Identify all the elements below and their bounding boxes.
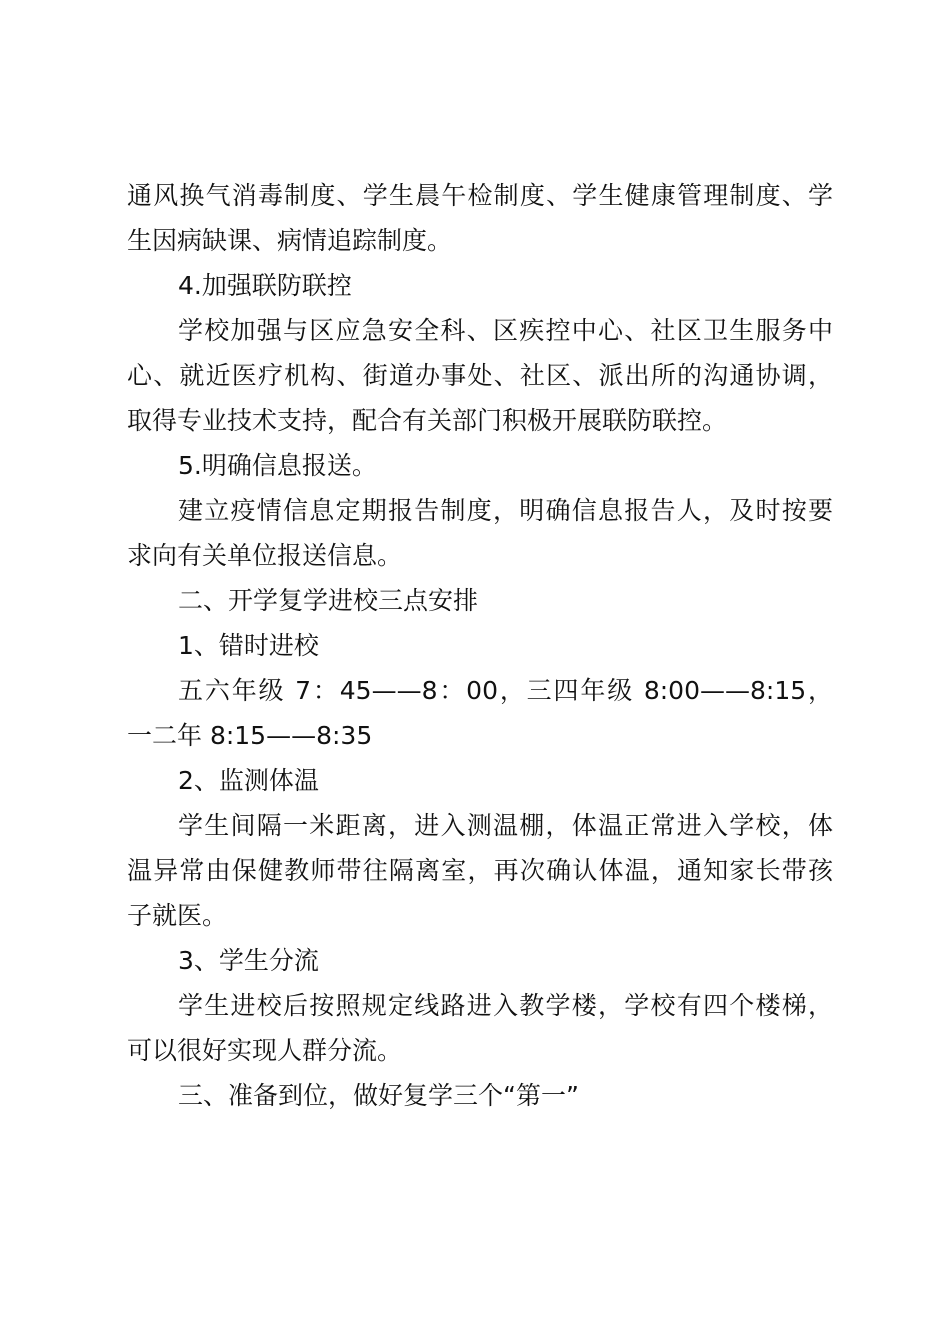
paragraph-line: 温异常由保健教师带往隔离室，再次确认体温，通知家长带孩 xyxy=(127,856,833,885)
paragraph-line: 生因病缺课、病情追踪制度。 xyxy=(127,226,453,255)
section-heading: 三、准备到位，做好复学三个“第一” xyxy=(178,1081,579,1110)
paragraph-line: 子就医。 xyxy=(127,901,228,930)
section-heading: 4.加强联防联控 xyxy=(178,271,352,300)
paragraph-line: 学生间隔一米距离，进入测温棚，体温正常进入学校，体 xyxy=(178,811,833,840)
paragraph-line: 五六年级 7：45——8：00，三四年级 8:00——8:15， xyxy=(178,676,833,705)
paragraph-line: 求向有关单位报送信息。 xyxy=(127,541,403,570)
paragraph-line: 建立疫情信息定期报告制度，明确信息报告人，及时按要 xyxy=(178,496,833,525)
paragraph-line: 取得专业技术支持，配合有关部门积极开展联防联控。 xyxy=(127,406,728,435)
paragraph-line: 一二年 8:15——8:35 xyxy=(127,721,373,750)
section-heading: 2、监测体温 xyxy=(178,766,319,795)
paragraph-line: 心、就近医疗机构、街道办事处、社区、派出所的沟通协调， xyxy=(127,361,833,390)
section-heading: 二、开学复学进校三点安排 xyxy=(178,586,479,615)
paragraph-line: 通风换气消毒制度、学生晨午检制度、学生健康管理制度、学 xyxy=(127,181,833,210)
document-page xyxy=(127,173,833,1118)
paragraph-line: 学校加强与区应急安全科、区疾控中心、社区卫生服务中 xyxy=(178,316,833,345)
section-heading: 3、学生分流 xyxy=(178,946,319,975)
paragraph-line: 可以很好实现人群分流。 xyxy=(127,1036,403,1065)
paragraph-line: 学生进校后按照规定线路进入教学楼，学校有四个楼梯， xyxy=(178,991,833,1020)
section-heading: 1、错时进校 xyxy=(178,631,319,660)
section-heading: 5.明确信息报送。 xyxy=(178,451,377,480)
